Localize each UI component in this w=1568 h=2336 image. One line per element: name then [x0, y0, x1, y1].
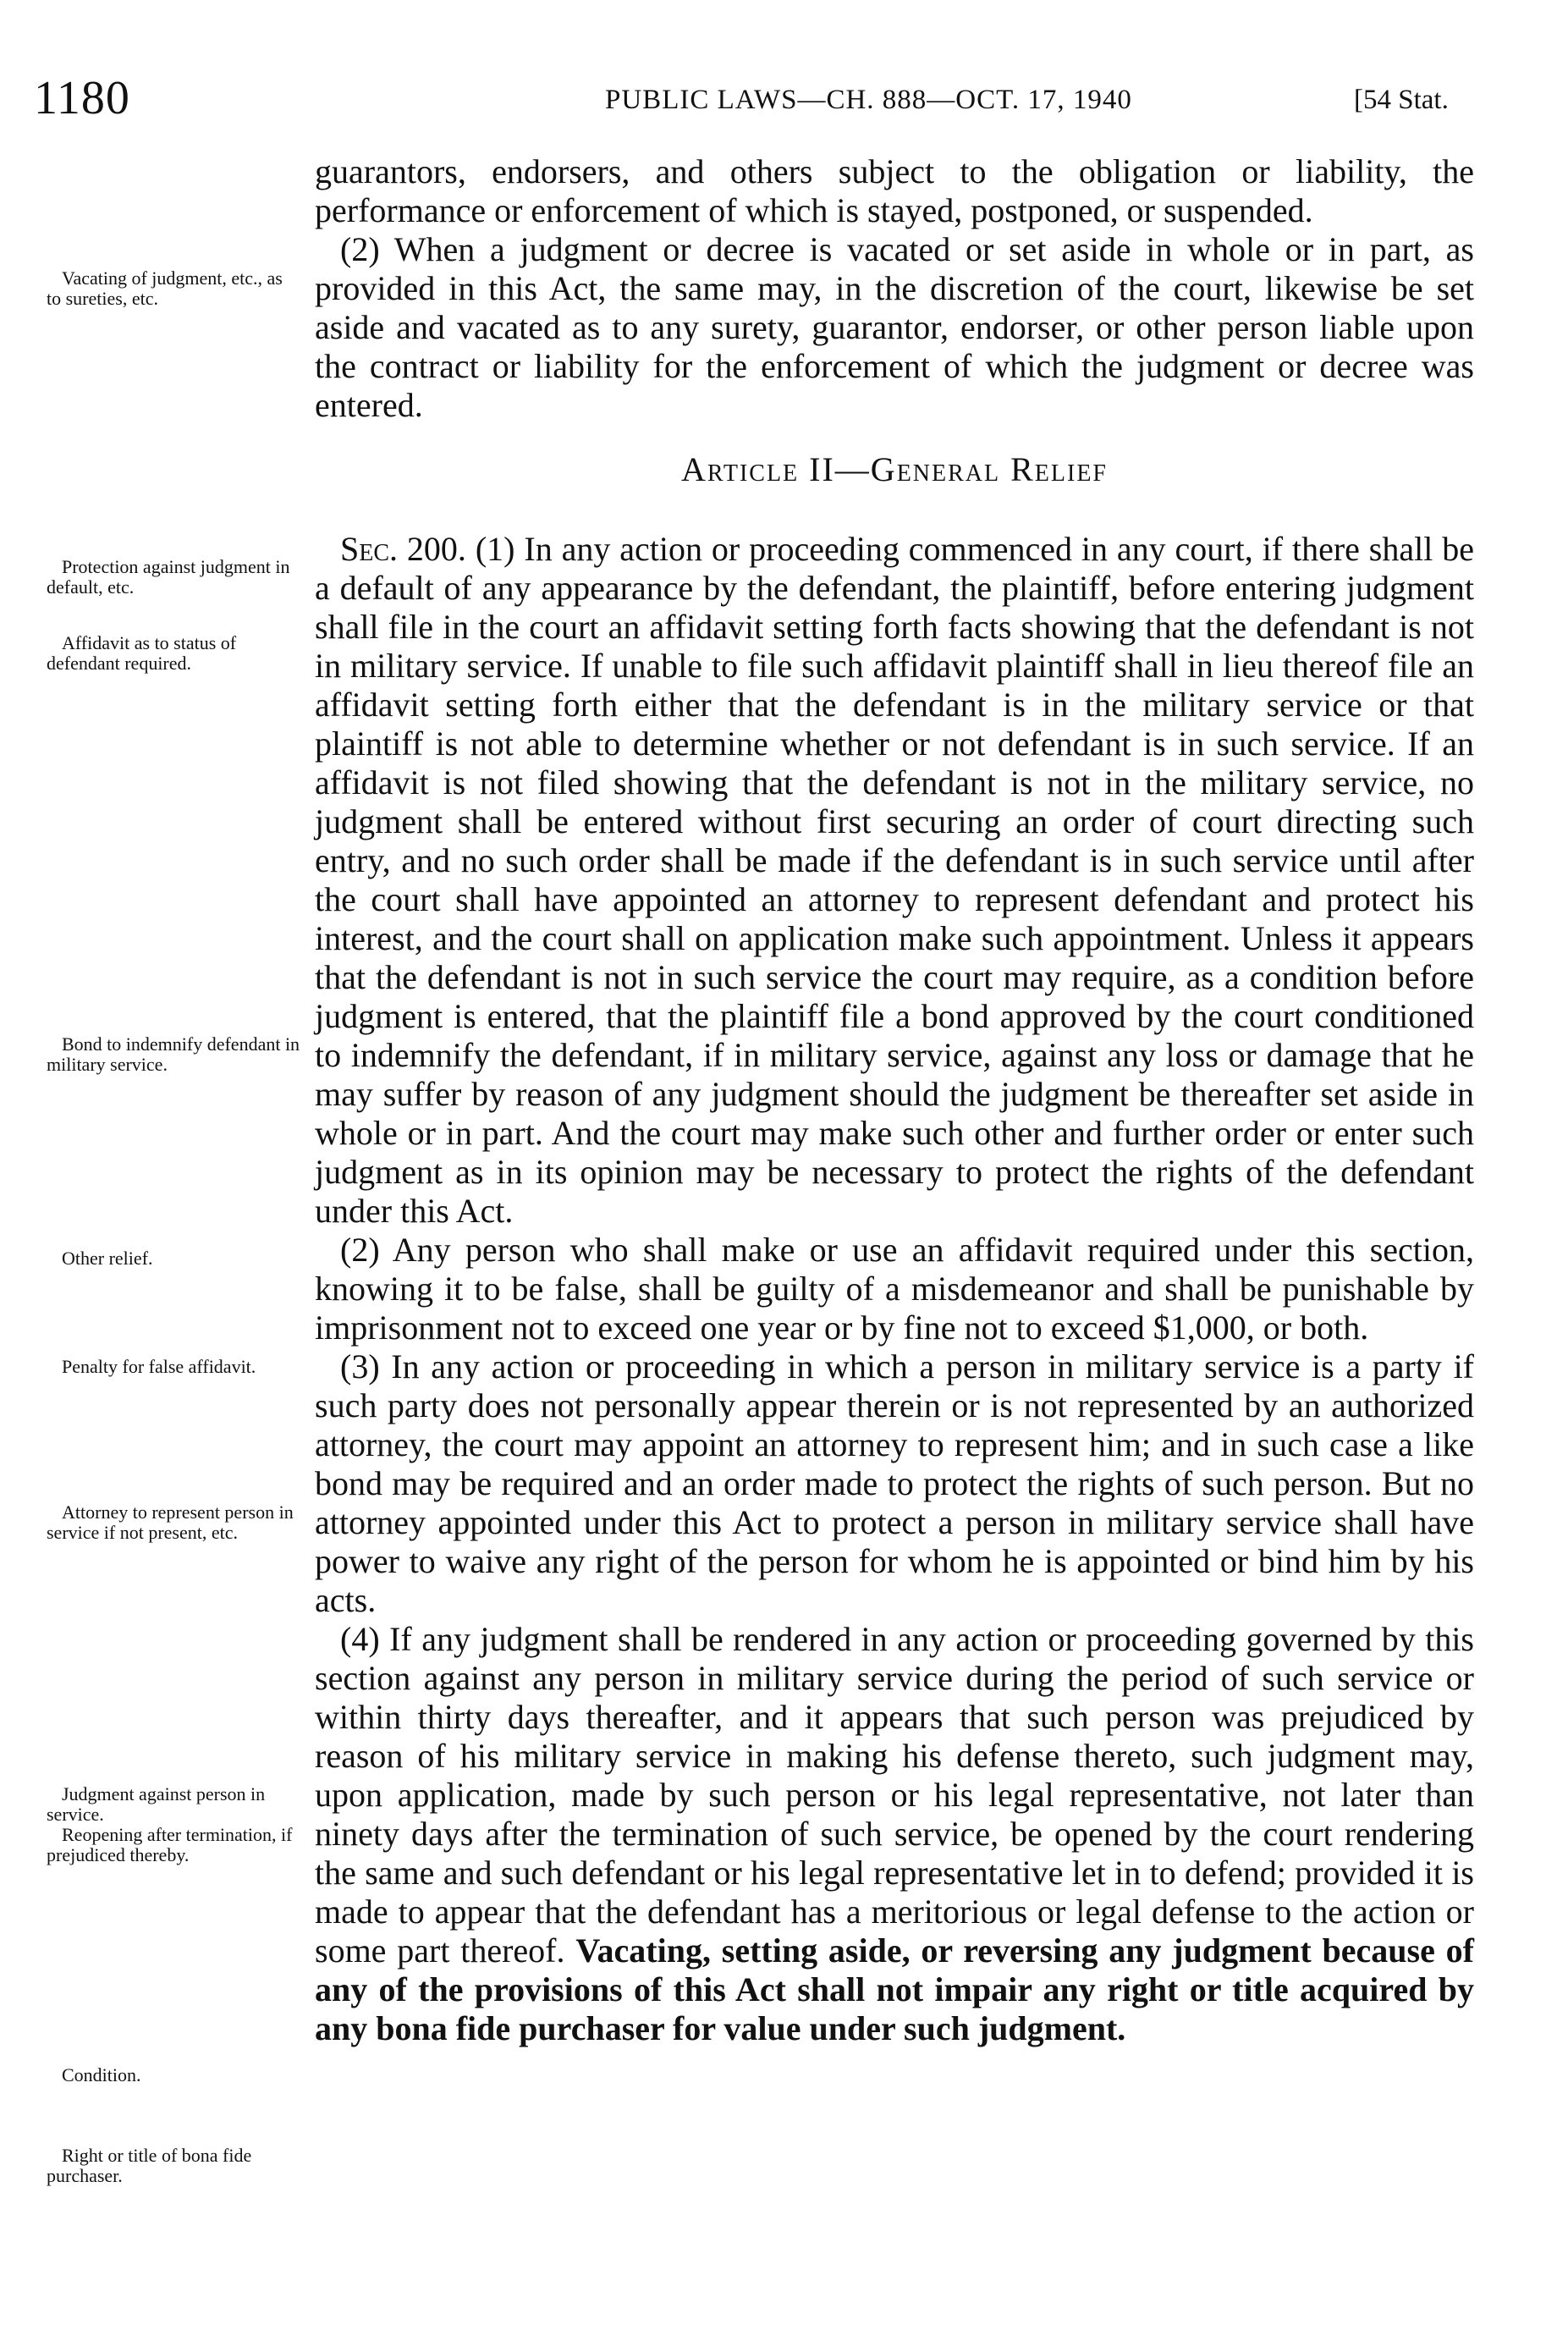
- statute-body: [315, 152, 1474, 2048]
- margin-note-affidavit: Affidavit as to status of defendant required.: [47, 632, 237, 674]
- margin-note-judgment-against: Judgment against person in service.: [47, 1783, 266, 1825]
- margin-note-reopening: Reopening after termination, if prejudiced thereby.: [47, 1824, 293, 1865]
- margin-note-protection: Protection against judgment in default, etc.: [47, 556, 290, 598]
- paragraph-sec200-4: [315, 1620, 1474, 2048]
- margin-note-right-title: Right or title of bona fide purchaser.: [47, 2145, 252, 2186]
- paragraph-sec200-1-text: (1) In any action or proceeding commenced in any court, if there shall be a default of any appearance by the defendant, the plaintiff, before entering judgment shall file in the court an affidavit setting forth facts showing that the defendant is not in military service. If unable to file such affidavit plaintiff shall in lieu thereof file an affidavit setting forth either that the defendant is in the military service or that plaintiff is not able to determine whether or not defendant is in such service. If an affidavit is not filed showing that the defendant is not in the military service, no judgment shall be entered without first securing an order of court directing such entry, and no such order shall be made if the defendant is in such service until after the court shall have appointed an attorney to represent defendant and protect his interest, and the court shall on application make such appointment. Unless it appears that the defendant is not in such service the court may require, as a condition before judgment is entered, that the plaintiff file a bond approved by the court conditioned to indemnify the defendant, if in military service, against any loss or damage that he may suffer by reason of any judgment should the judgment be thereafter set aside in whole or in part. And the court may make such other and further order or enter such judgment as in its opinion may be necessary to protect the rights of the defendant under this Act.: [315, 530, 1475, 1230]
- section-label: Sec. 200.: [340, 530, 466, 568]
- running-head: PUBLIC LAWS—CH. 888—OCT. 17, 1940: [605, 85, 1132, 115]
- continued-paragraph: guarantors, endorsers, and others subject to the obligation or liability, the performance or enforcement of which is stayed, postponed, or suspended.: [315, 152, 1474, 229]
- paragraph-sec200-1: [315, 530, 1474, 1231]
- paragraph-sec200-4-text: (4) If any judgment shall be rendered in any action or proceeding governed by this section against any person in military service during the period of such service or within thirty days thereafter, and it appears that such person was prejudiced by reason of his military service in making his defense thereto, such judgment may, upon application, made by such person or his legal representative, not later than ninety days after the termination of such service, be opened by the court rendering the same and such defendant or his legal representative let in to defend; provided it is made to appear that the defendant has a meritorious or legal defense to the action or some part thereof.: [315, 1620, 1474, 1970]
- margin-note-bond: Bond to indemnify defendant in military service.: [47, 1033, 300, 1075]
- margin-note-vacating: Vacating of judgment, etc., as to sureties, etc.: [47, 267, 283, 309]
- margin-note-penalty: Penalty for false affidavit.: [62, 1356, 256, 1377]
- margin-note-attorney: Attorney to represent person in service if not present, etc.: [47, 1501, 294, 1543]
- margin-note-other-relief: Other relief.: [62, 1248, 153, 1269]
- margin-note-condition: Condition.: [62, 2064, 141, 2085]
- paragraph-sec200-3: (3) In any action or proceeding in which a person in military service is a party if such party does not personally appear therein or is not represented by an authorized attorney, the court may appoint an attorney to represent him; and in such case a like bond may be required and an order made to protect the rights of such person. But no attorney appointed under this Act to protect a person in military service shall have power to waive any right of the person for whom he is appointed or bind him by his acts.: [315, 1347, 1474, 1619]
- page-number: 1180: [34, 72, 130, 124]
- article-heading: Article II—General Relief: [680, 450, 1109, 488]
- paragraph-sec200-4-bold: Vacating, setting aside, or reversing any judgment because of any of the provisions of this Act shall not impair any right or title acquired by any bona fide purchaser for value under such judgment.: [315, 1931, 1474, 2047]
- paragraph-vacating: (2) When a judgment or decree is vacated or set aside in whole or in part, as provided in this Act, the same may, in the discretion of the court, likewise be set aside and vacated as to any surety, guarantor, endorser, or other person liable upon the contract or liability for the enforcement of which the judgment or decree was entered.: [315, 230, 1474, 424]
- statute-reference: [54 Stat.: [1354, 85, 1449, 115]
- paragraph-sec200-2: (2) Any person who shall make or use an affidavit required under this section, knowing it to be false, shall be guilty of a misdemeanor and shall be punishable by imprisonment not to exceed one year or by fine not to exceed $1,000, or both.: [315, 1231, 1474, 1347]
- margin-notes: [47, 0, 300, 2336]
